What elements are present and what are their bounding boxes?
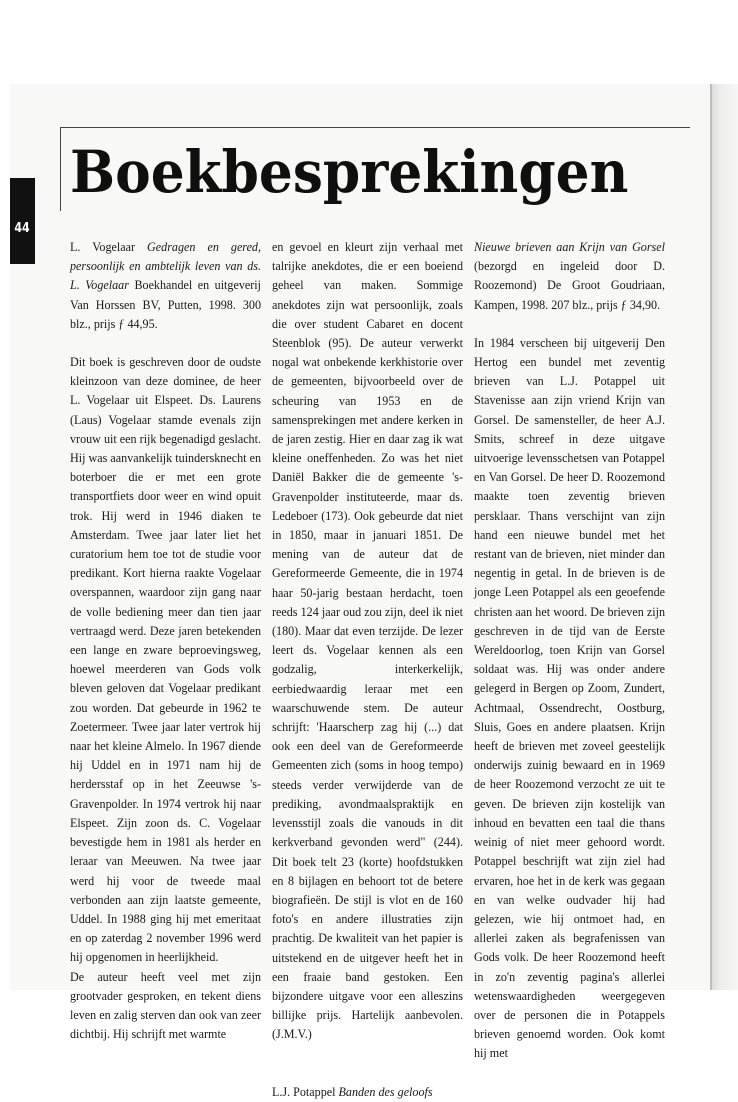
review1-body-continued: en gevoel en kleurt zijn verhaal met talrijke anekdotes, die er een boeiend geheel van maken. Sommige anekdotes zijn wat persoonlijk, zoals die over student Cabaret en docent Steenblok (95). De auteur verwerkt nogal wat onbekende kerkhistorie over de gemeenten, bijvoorbeeld over de scheuring van 1953 en de samensprekingen met andere kerken in de jaren zestig. Hier en daar zag ik wat kleine oneffenheden. Zo was het niet Daniël Bakker die de gemeente 's-Gravenpolder instituteerde, maar ds. Ledeboer (173). Ook gebeurde dat niet in 1850, maar in januari 1851. De mening van de auteur dat de Gereformeerde Gemeente, die in 1974 haar 50-jarig bestaan herdacht, toen reeds 124 jaar oud zou zijn, deel ik niet (180). Maar dat even terzijde. De lezer leert ds. Vogelaar kennen als een godzalig, interkerkelijk, eerbiedwaardig leraar met een waarschuwende stem. De auteur schrijft: 'Haarscherp zag hij (...) dat ook een deel van de Gereformeerde Gemeenten zich (soms in hoog tempo) steeds verder verwijderde van de prediking, avondmaalspraktijk en levensstijl zoals die vanouds in dit kerkverband gevonden werd" (244). Dit boek telt 23 (korte) hoofdstukken en 8 bijlagen en behoort tot de betere biografieën. De stijl is vlot en de 160 foto's en andere illustraties zijn prachtig. De kwaliteit van het papier is uitstekend en de uitgever heeft het in een fraaie band gestoken. Een bijzondere uitgave voor een alleszins billijke prijs. Hartelijk aanbevolen. (J.M.V.)	[272, 240, 463, 1042]
review2-title-part1: Banden des geloofs	[338, 1084, 433, 1099]
review1-citation	[70, 238, 261, 334]
review1-body-paragraph-1: Dit boek is geschreven door de oudste kleinzoon van deze dominee, de heer L. Vogelaar uit Elspeet. Ds. Laurens (Laus) Vogelaar stamde evenals zijn vrouw uit een rijk begenadigd geslacht. Hij was aanvankelijk tuindersknecht en boterboer die er met een grote transportfiets door weer en wind opuit trok. Hij werd in 1946 diaken te Amsterdam. Twee jaar later liet het curatorium hem toe tot de studie voor predikant. Kort hierna raakte Vogelaar overspannen, waardoor zijn gang naar de volle bediening meer dan tien jaar vertraagd werd. Deze jaren betekenden een lange en zware beproevingsweg, hoewel meerderen van Gods volk bleven geloven dat Vogelaar predikant zou worden. Dat gebeurde in 1962 te Zoetermeer. Twee jaar later vertrok hij naar het kleine Almelo. In 1967 diende hij Uddel en in 1971 nam hij de herdersstaf op in het Zeeuwse 's-Gravenpolder. In 1974 vertrok hij naar Elspeet. Zijn zoon ds. C. Vogelaar bevestigde hem in 1981 als herder en leraar van Meeuwen. Na twee jaar werd hij voor de tweede maal verbonden aan zijn laatste gemeente, Uddel. In 1988 ging hij met emeritaat en op zaterdag 2 november 1996 werd hij opgenomen in heerlijkheid.	[70, 355, 261, 965]
review2-publisher: (bezorgd en ingeleid door D. Roozemond) De Groot Goudriaan, Kampen, 1998. 207 blz., prijs ƒ 34,90.	[474, 259, 665, 312]
paragraph-gap	[474, 315, 665, 334]
review2-citation-end	[474, 238, 665, 315]
page-number: 44	[14, 221, 31, 236]
text-column-3	[474, 238, 665, 1064]
page-heading: Boekbesprekingen	[70, 138, 629, 206]
review1-body-paragraph-2: De auteur heeft veel met zijn grootvader gesproken, en tekent diens leven en zalig sterven dan ook van zeer dichtbij. Hij schrijft met warmte	[70, 969, 261, 1042]
next-page-edge	[710, 84, 738, 990]
review1-publisher: Boekhandel en uitgeverij Van Horssen BV, Putten, 1998. 300 blz., prijs ƒ 44,95.	[70, 278, 261, 331]
review2-title-part2: Nieuwe brieven aan Krijn van Gorsel	[474, 240, 665, 254]
review1-title: Gedragen en gered, persoonlijk en ambtelijk leven van ds. L. Vogelaar	[70, 240, 262, 293]
page-number-tab	[10, 178, 35, 264]
review1-author: L. Vogelaar	[70, 240, 135, 254]
paragraph-gap	[70, 334, 261, 353]
review2-citation-start	[272, 1083, 463, 1102]
frame-rule-left	[60, 127, 61, 211]
paragraph-gap	[272, 1045, 463, 1083]
text-column-1	[70, 238, 261, 1044]
review2-author: L.J. Potappel	[272, 1084, 336, 1099]
frame-rule-top	[60, 127, 690, 128]
review2-body: In 1984 verscheen bij uitgeverij Den Hertog een bundel met zeventig brieven van L.J. Potappel uit Stavenisse aan zijn vriend Krijn van Gorsel. De samensteller, de heer A.J. Smits, schreef in deze uitgave uitvoerige levensschetsen van Potappel en Van Gorsel. De heer D. Roozemond maakte toen zeventig brieven persklaar. Thans verschijnt van zijn hand een nieuwe bundel met het restant van de brieven, niet minder dan negentig in getal. In de brieven is de jonge Leen Potappel als een geoefende christen aan het woord. De brieven zijn geschreven in de tijd van de Eerste Wereldoorlog, toen Krijn van Gorsel soldaat was. Hij was onder andere gelegerd in Bergen op Zoom, Zundert, Achtmaal, Ossendrecht, Oostburg, Sluis, Goes en andere plaatsen. Krijn heeft de brieven met zoveel geestelijk onderwijs zuinig bewaard en in 1969 de heer Roozemond verzocht ze uit te geven. De brieven zijn kostelijk van inhoud en bevatten een taal die thans weinig of niet meer gehoord wordt. Potappel beschrijft wat zijn ziel had ervaren, hoe het in de kerk was gegaan en van welke oudvader hij had gelezen, wie hij ontmoet had, en allerlei zaken als begrafenissen van Gods volk. De heer Roozemond heeft in zo'n zeventig pagina's allerlei wetenswaardigheden weergegeven over de personen die in Potappels brieven genoemd worden. Ook komt hij met	[474, 335, 665, 1061]
text-column-2	[272, 238, 463, 1102]
